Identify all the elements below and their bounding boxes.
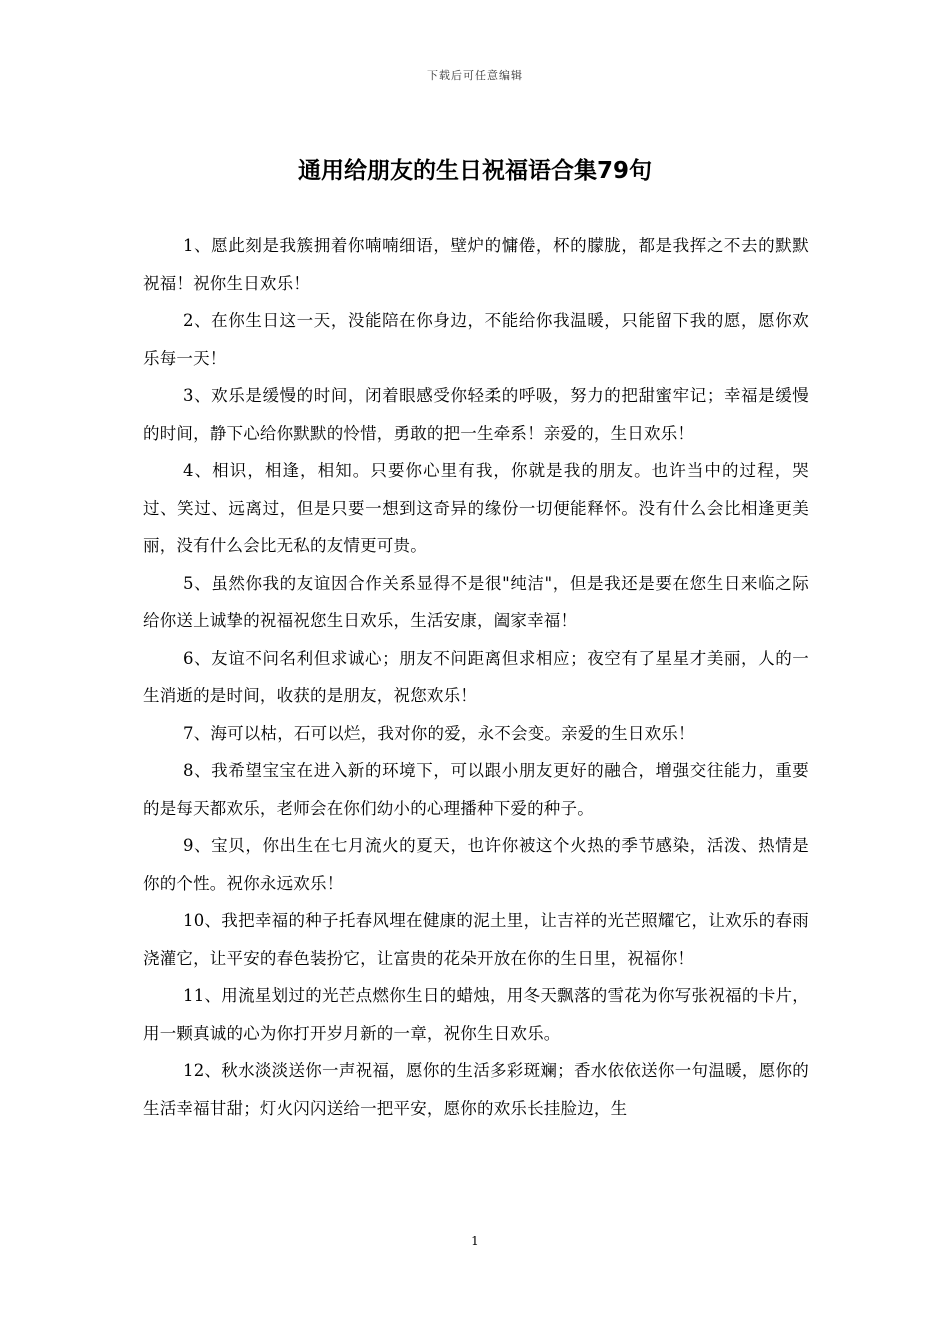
paragraph: 10、我把幸福的种子托春风埋在健康的泥土里，让吉祥的光芒照耀它，让欢乐的春雨浇灌它，让平安的春色装扮它，让富贵的花朵开放在你的生日里，祝福你！ <box>143 911 809 968</box>
paragraph: 12、秋水淡淡送你一声祝福，愿你的生活多彩斑斓；香水依依送你一句温暖，愿你的生活幸福甘甜；灯火闪闪送给一把平安，愿你的欢乐长挂脸边，生 <box>143 1061 809 1118</box>
paragraph: 4、相识，相逢，相知。只要你心里有我，你就是我的朋友。也许当中的过程，哭过、笑过、远离过，但是只要一想到这奇异的缘份一切便能释怀。没有什么会比相逢更美丽，没有什么会比无私的友情更可贵。 <box>143 461 809 555</box>
paragraph: 7、海可以枯，石可以烂，我对你的爱，永不会变。亲爱的生日欢乐！ <box>183 723 695 743</box>
paragraph: 2、在你生日这一天，没能陪在你身边，不能给你我温暖，只能留下我的愿，愿你欢乐每一天！ <box>143 311 809 368</box>
paragraph: 8、我希望宝宝在进入新的环境下，可以跟小朋友更好的融合，增强交往能力，重要的是每天都欢乐，老师会在你们幼小的心理播种下爱的种子。 <box>143 761 809 818</box>
document-body <box>143 227 809 1127</box>
paragraph: 3、欢乐是缓慢的时间，闭着眼感受你轻柔的呼吸，努力的把甜蜜牢记；幸福是缓慢的时间，静下心给你默默的怜惜，勇敢的把一生牵系！亲爱的，生日欢乐！ <box>143 386 809 443</box>
paragraph: 5、虽然你我的友谊因合作关系显得不是很"纯洁"，但是我还是要在您生日来临之际给你送上诚挚的祝福祝您生日欢乐，生活安康，阖家幸福！ <box>143 573 809 630</box>
paragraph: 6、友谊不问名利但求诚心；朋友不问距离但求相应；夜空有了星星才美丽，人的一生消逝的是时间，收获的是朋友，祝您欢乐！ <box>143 648 809 705</box>
page-number: 1 <box>471 1234 479 1248</box>
page-header: 下载后可任意编辑 <box>427 69 523 82</box>
document-title: 通用给朋友的生日祝福语合集79句 <box>297 158 652 184</box>
paragraph: 1、愿此刻是我簇拥着你喃喃细语，壁炉的慵倦，杯的朦胧，都是我挥之不去的默默祝福！祝你生日欢乐！ <box>143 236 809 293</box>
paragraph: 11、用流星划过的光芒点燃你生日的蜡烛，用冬天飘落的雪花为你写张祝福的卡片，用一颗真诚的心为你打开岁月新的一章，祝你生日欢乐。 <box>143 986 809 1043</box>
paragraph: 9、宝贝，你出生在七月流火的夏天，也许你被这个火热的季节感染，活泼、热情是你的个性。祝你永远欢乐！ <box>143 836 809 893</box>
